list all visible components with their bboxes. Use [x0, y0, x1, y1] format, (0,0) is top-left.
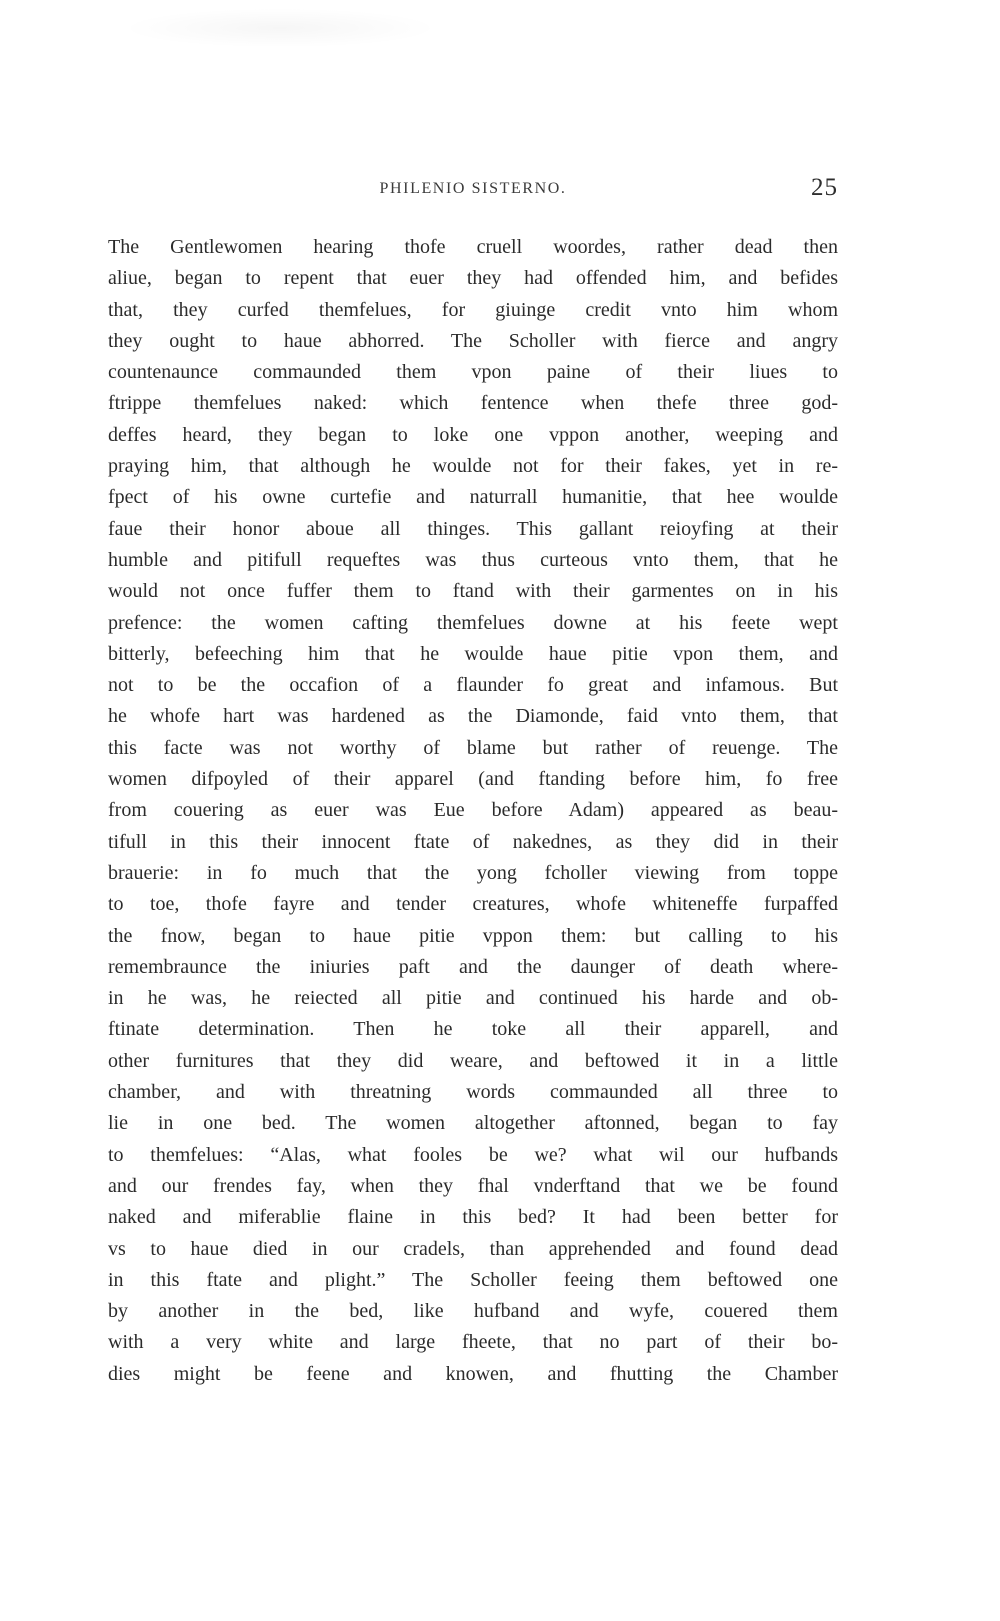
text-line: deffes heard, they began to loke one vppon another, weeping and	[108, 423, 838, 446]
text-line: fpect of his owne curtefie and naturrall humanitie, that hee woulde	[108, 486, 838, 509]
running-title: PHILENIO SISTERNO.	[379, 180, 567, 197]
text-line: tifull in this their innocent ftate of nakednes, as they did in their	[108, 830, 838, 853]
text-line: ftrippe themfelues naked: which fentence when thefe three god-	[108, 392, 838, 415]
text-line: not to be the occafion of a flaunder fo great and infamous. But	[108, 674, 838, 697]
text-line: chamber, and with threatning words commaunded all three to	[108, 1081, 838, 1104]
text-line: women difpoyled of their apparel (and ftanding before him, fo free	[108, 768, 838, 791]
text-line: lie in one bed. The women altogether aftonned, began to fay	[108, 1112, 838, 1135]
text-line: bitterly, befeeching him that he woulde haue pitie vpon them, and	[108, 642, 838, 665]
text-line: he whofe hart was hardened as the Diamonde, faid vnto them, that	[108, 705, 838, 728]
text-line: brauerie: in fo much that the yong fcholler viewing from toppe	[108, 861, 838, 884]
text-line: the fnow, began to haue pitie vppon them: but calling to his	[108, 924, 838, 947]
text-line: vs to haue died in our cradels, than apprehended and found dead	[108, 1237, 838, 1260]
text-line: The Gentlewomen hearing thofe cruell woordes, rather dead then	[108, 236, 838, 258]
text-line: that, they curfed themfelues, for giuinge credit vnto him whom	[108, 298, 838, 321]
text-line: humble and pitifull requeftes was thus curteous vnto them, that he	[108, 548, 838, 571]
text-line: in he was, he reiected all pitie and continued his harde and ob-	[108, 987, 838, 1010]
text-line: to toe, thofe fayre and tender creatures, whofe whiteneffe furpaffed	[108, 893, 838, 916]
text-line: in this ftate and plight.” The Scholler feeing them beftowed one	[108, 1268, 838, 1291]
text-line: they ought to haue abhorred. The Scholler with fierce and angry	[108, 329, 838, 352]
text-line: countenaunce commaunded them vpon paine of their liues to	[108, 361, 838, 384]
text-line: this facte was not worthy of blame but rather of reuenge. The	[108, 736, 838, 759]
text-line: would not once fuffer them to ftand with their garmentes on in his	[108, 580, 838, 603]
text-line: by another in the bed, like hufband and wyfe, couered them	[108, 1300, 838, 1323]
text-line: from couering as euer was Eue before Adam) appeared as beau-	[108, 799, 838, 822]
text-line: dies might be feene and knowen, and fhutting the Chamber	[108, 1362, 838, 1385]
text-line: ftinate determination. Then he toke all their apparell, and	[108, 1018, 838, 1041]
text-line: remembraunce the iniuries paft and the daunger of death where-	[108, 955, 838, 978]
text-line: naked and miferablie flaine in this bed? It had been better for	[108, 1206, 838, 1229]
text-line: aliue, began to repent that euer they had offended him, and befides	[108, 267, 838, 290]
text-line: prefence: the women cafting themfelues downe at his feete wept	[108, 611, 838, 634]
text-line: other furnitures that they did weare, and beftowed it in a little	[108, 1049, 838, 1072]
text-line: praying him, that although he woulde not for their fakes, yet in re-	[108, 455, 838, 478]
text-line: and our frendes fay, when they fhal vnderftand that we be found	[108, 1174, 838, 1197]
page-number: 25	[811, 174, 838, 201]
text-line: with a very white and large fheete, that no part of their bo-	[108, 1331, 838, 1354]
page-smudge	[120, 8, 440, 48]
text-line: faue their honor aboue all thinges. This gallant reioyfing at their	[108, 517, 838, 540]
running-head	[108, 176, 838, 210]
body-text	[108, 232, 838, 1390]
text-line: to themfelues: “Alas, what fooles be we? what wil our hufbands	[108, 1143, 838, 1166]
